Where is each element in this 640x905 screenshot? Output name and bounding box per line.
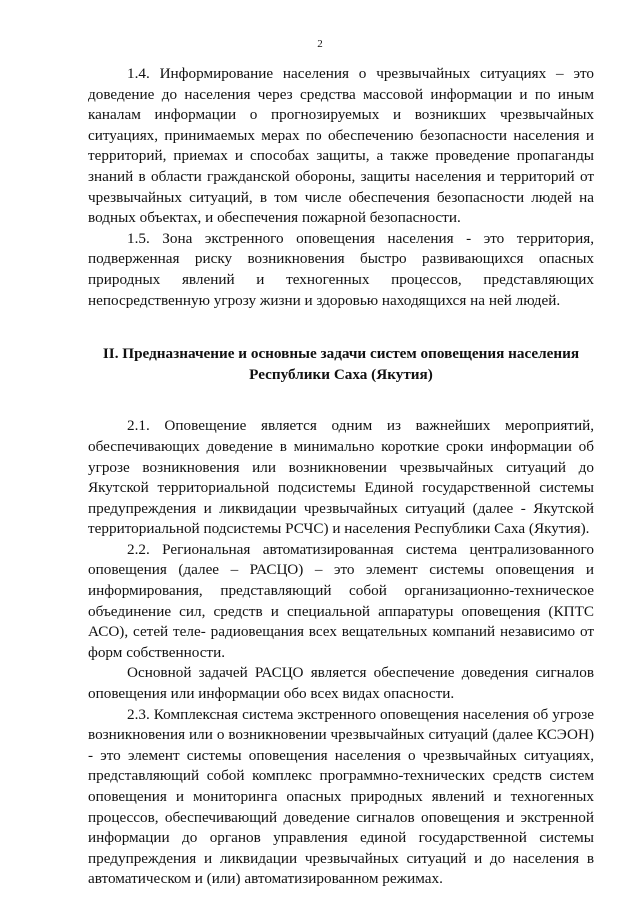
paragraph-2-2: 2.2. Региональная автоматизированная система централизованного оповещения (далее – РАСЦО) – это элемент системы оповещения и информирования, представляющий собой организационно-техническое объединение сил, средств и специальной аппаратуры оповещения (КПТС АСО), сетей теле- радиовещания всех вещательных компаний независимо от форм собственности. [88, 540, 594, 661]
paragraph-1-4: 1.4. Информирование населения о чрезвычайных ситуациях – это доведение до населения через средства массовой информации и по иным каналам информации о прогнозируемых и возникших чрезвычайных ситуациях, принимаемых мерах по обеспечению безопасности населения и территорий, приемах и способах защиты, а также проведение пропаганды знаний в области гражданской обороны, защиты населения и территорий от чрезвычайных ситуаций, в том числе обеспечения безопасности людей на водных объектах, и обеспечения пожарной безопасности. [88, 65, 594, 227]
page-number: 2 [317, 38, 323, 50]
section-heading [88, 344, 594, 385]
document-body [88, 64, 594, 890]
paragraph-2-1: 2.1. Оповещение является одним из важнейших мероприятий, обеспечивающих доведение в минимально короткие сроки информации об угрозе возникновения или возникновении чрезвычайных ситуаций до Якутской территориальной подсистемы Единой государственной системы предупреждения и ликвидации чрезвычайных ситуаций (далее - Якутской территориальной подсистемы РСЧС) и населения Республики Саха (Якутия). [88, 417, 594, 538]
paragraph-2-3: 2.3. Комплексная система экстренного оповещения населения об угрозе возникновения или о возникновении чрезвычайных ситуаций (далее КСЭОН) - это элемент системы оповещения населения о чрезвычайных ситуациях, представляющий собой комплекс программно-технических средств систем оповещения и мониторинга опасных природных явлений и техногенных процессов, обеспечивающий доведение сигналов оповещения и экстренной информации до органов управления единой государственной системы предупреждения и ликвидации чрезвычайных ситуаций и до населения в автоматическом и (или) автоматизированном режимах. [88, 705, 594, 888]
paragraph-1-5: 1.5. Зона экстренного оповещения населения - это территория, подверженная риску возникновения быстро развивающихся опасных природных явлений и техногенных процессов, представляющих непосредственную угрозу жизни и здоровью находящихся на ней людей. [88, 229, 594, 309]
section-heading-line-2: Республики Саха (Якутия) [249, 365, 433, 383]
paragraph-main-task: Основной задачей РАСЦО является обеспечение доведения сигналов оповещения или информации обо всех видах опасности. [88, 664, 594, 703]
section-heading-line-1: II. Предназначение и основные задачи систем оповещения населения [102, 345, 580, 363]
